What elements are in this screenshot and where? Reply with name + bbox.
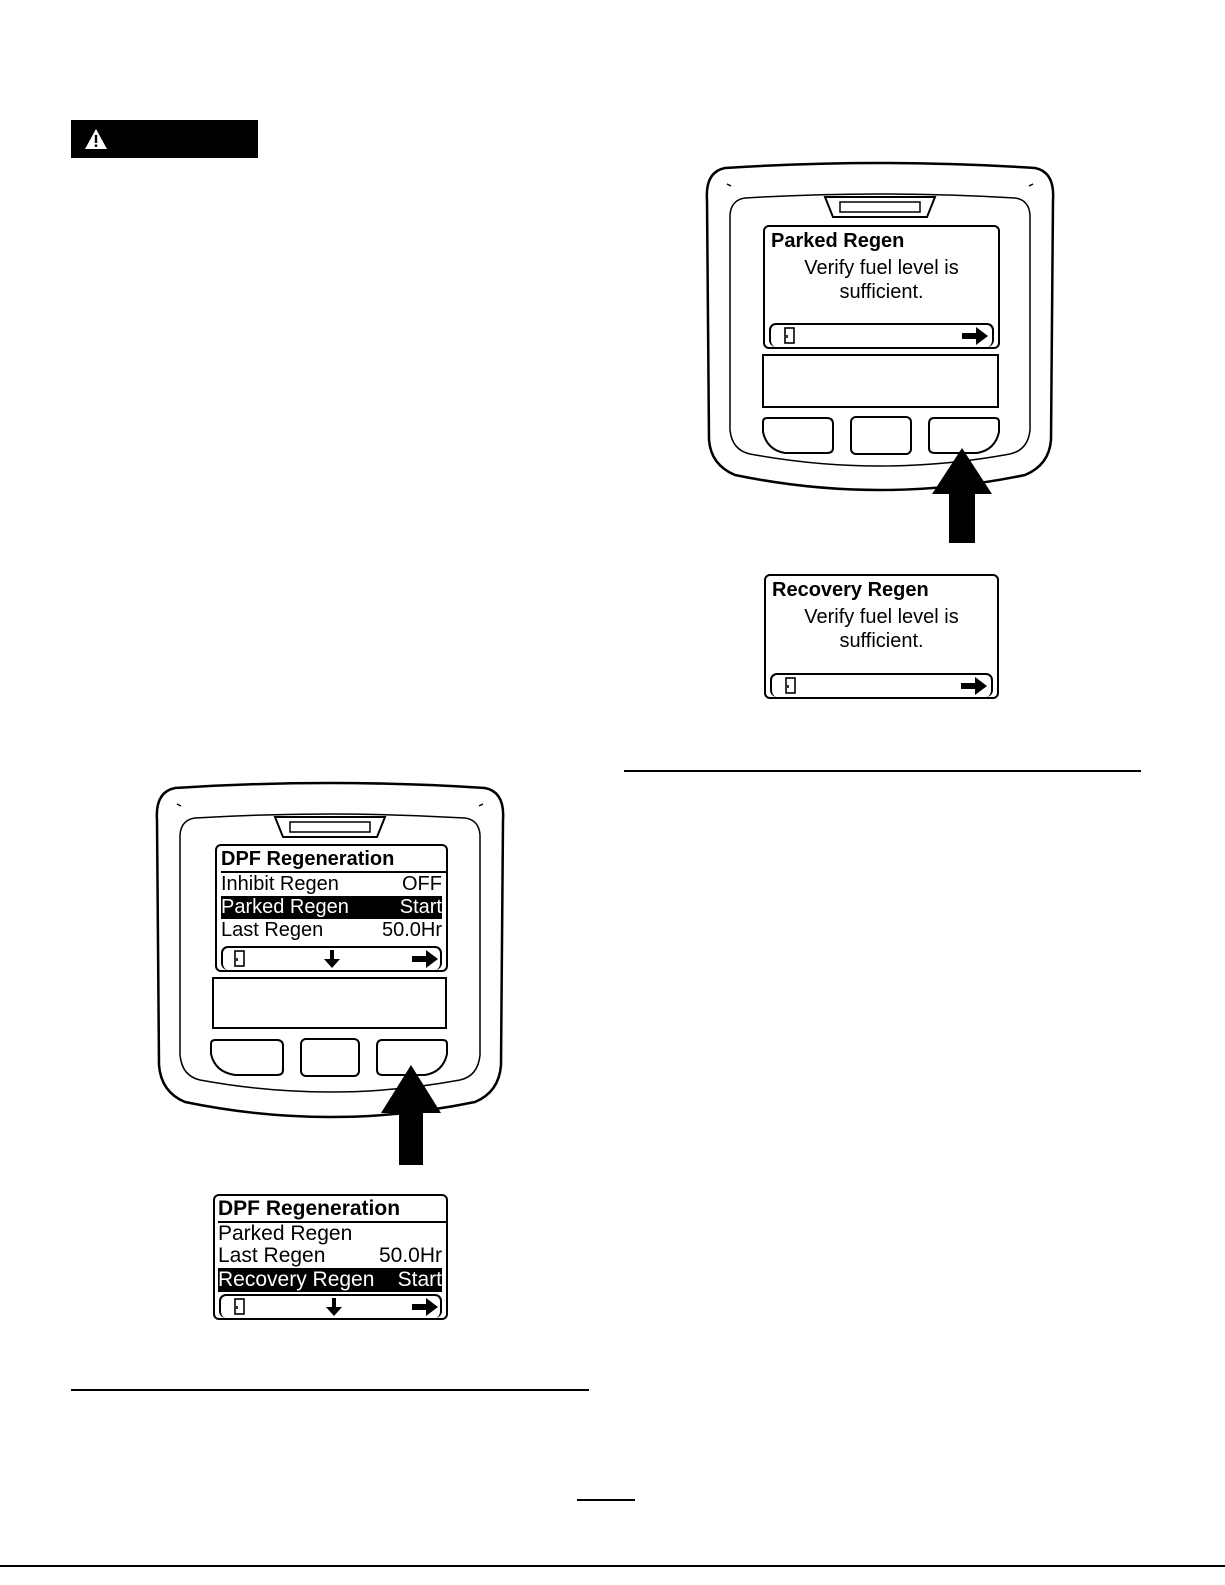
lcd-title: Recovery Regen [772,579,929,601]
menu-row-label: Last Regen [218,1244,326,1267]
infocenter-housing [155,780,505,1170]
press-arrow-icon [932,448,992,543]
section-rule-right [624,770,1141,772]
left-button-shape [763,418,833,453]
figure-parked-regen [705,160,1055,705]
softkey-bar [770,673,993,697]
menu-row-parked-regen[interactable] [221,896,442,919]
lcd-title: DPF Regeneration [218,1197,446,1223]
down-arrow-icon [323,950,341,968]
lcd-parked-regen [763,225,1000,349]
press-arrow-icon [381,1065,441,1165]
lcd-message-line1: Verify fuel level is [804,606,959,628]
menu-row-label: Last Regen [221,919,324,941]
down-arrow-icon [325,1298,343,1316]
menu-row-label: Recovery Regen [218,1268,375,1291]
exit-icon [233,950,247,968]
menu-row-last-regen[interactable] [218,1244,442,1266]
figure-dpf-regeneration [155,780,505,1325]
menu-row-value: Start [399,896,442,918]
menu-row-label: Inhibit Regen [221,873,339,895]
exit-icon [233,1298,247,1316]
warning-banner [71,120,258,158]
lcd-recovery-regen [764,574,999,699]
infocenter-housing [705,160,1055,550]
softkey-bar [769,323,994,347]
exit-icon [783,327,797,345]
softkey-bar [221,946,442,970]
lcd-dpf-regeneration [215,844,448,972]
exit-icon [784,677,798,695]
page-number-rule [577,1499,635,1501]
menu-row-parked-regen[interactable] [218,1222,442,1244]
warning-triangle-icon [84,128,108,150]
menu-row-value: Start [397,1268,442,1291]
menu-row-recovery-regen[interactable] [218,1268,442,1292]
menu-row-value: 50.0Hr [381,919,442,941]
lcd-message-line2: sufficient. [839,630,924,652]
menu-row-label: Parked Regen [218,1222,353,1245]
menu-row-value: 50.0Hr [378,1244,442,1267]
lcd-title: Parked Regen [771,230,905,252]
lcd-message-line1: Verify fuel level is [804,257,959,279]
right-arrow-icon [961,677,987,695]
menu-row-last-regen[interactable] [221,919,442,942]
right-arrow-icon [962,327,988,345]
section-rule-left [71,1389,589,1391]
menu-row-label: Parked Regen [221,896,349,918]
lcd-message-line2: sufficient. [839,281,924,303]
lcd-title: DPF Regeneration [221,848,446,873]
right-arrow-icon [412,950,438,968]
menu-row-inhibit-regen[interactable] [221,873,442,896]
lcd-dpf-regeneration-result [213,1194,448,1320]
footer-rule [0,1565,1225,1567]
softkey-bar [219,1294,442,1318]
right-arrow-icon [412,1298,438,1316]
menu-row-value: OFF [402,873,442,895]
